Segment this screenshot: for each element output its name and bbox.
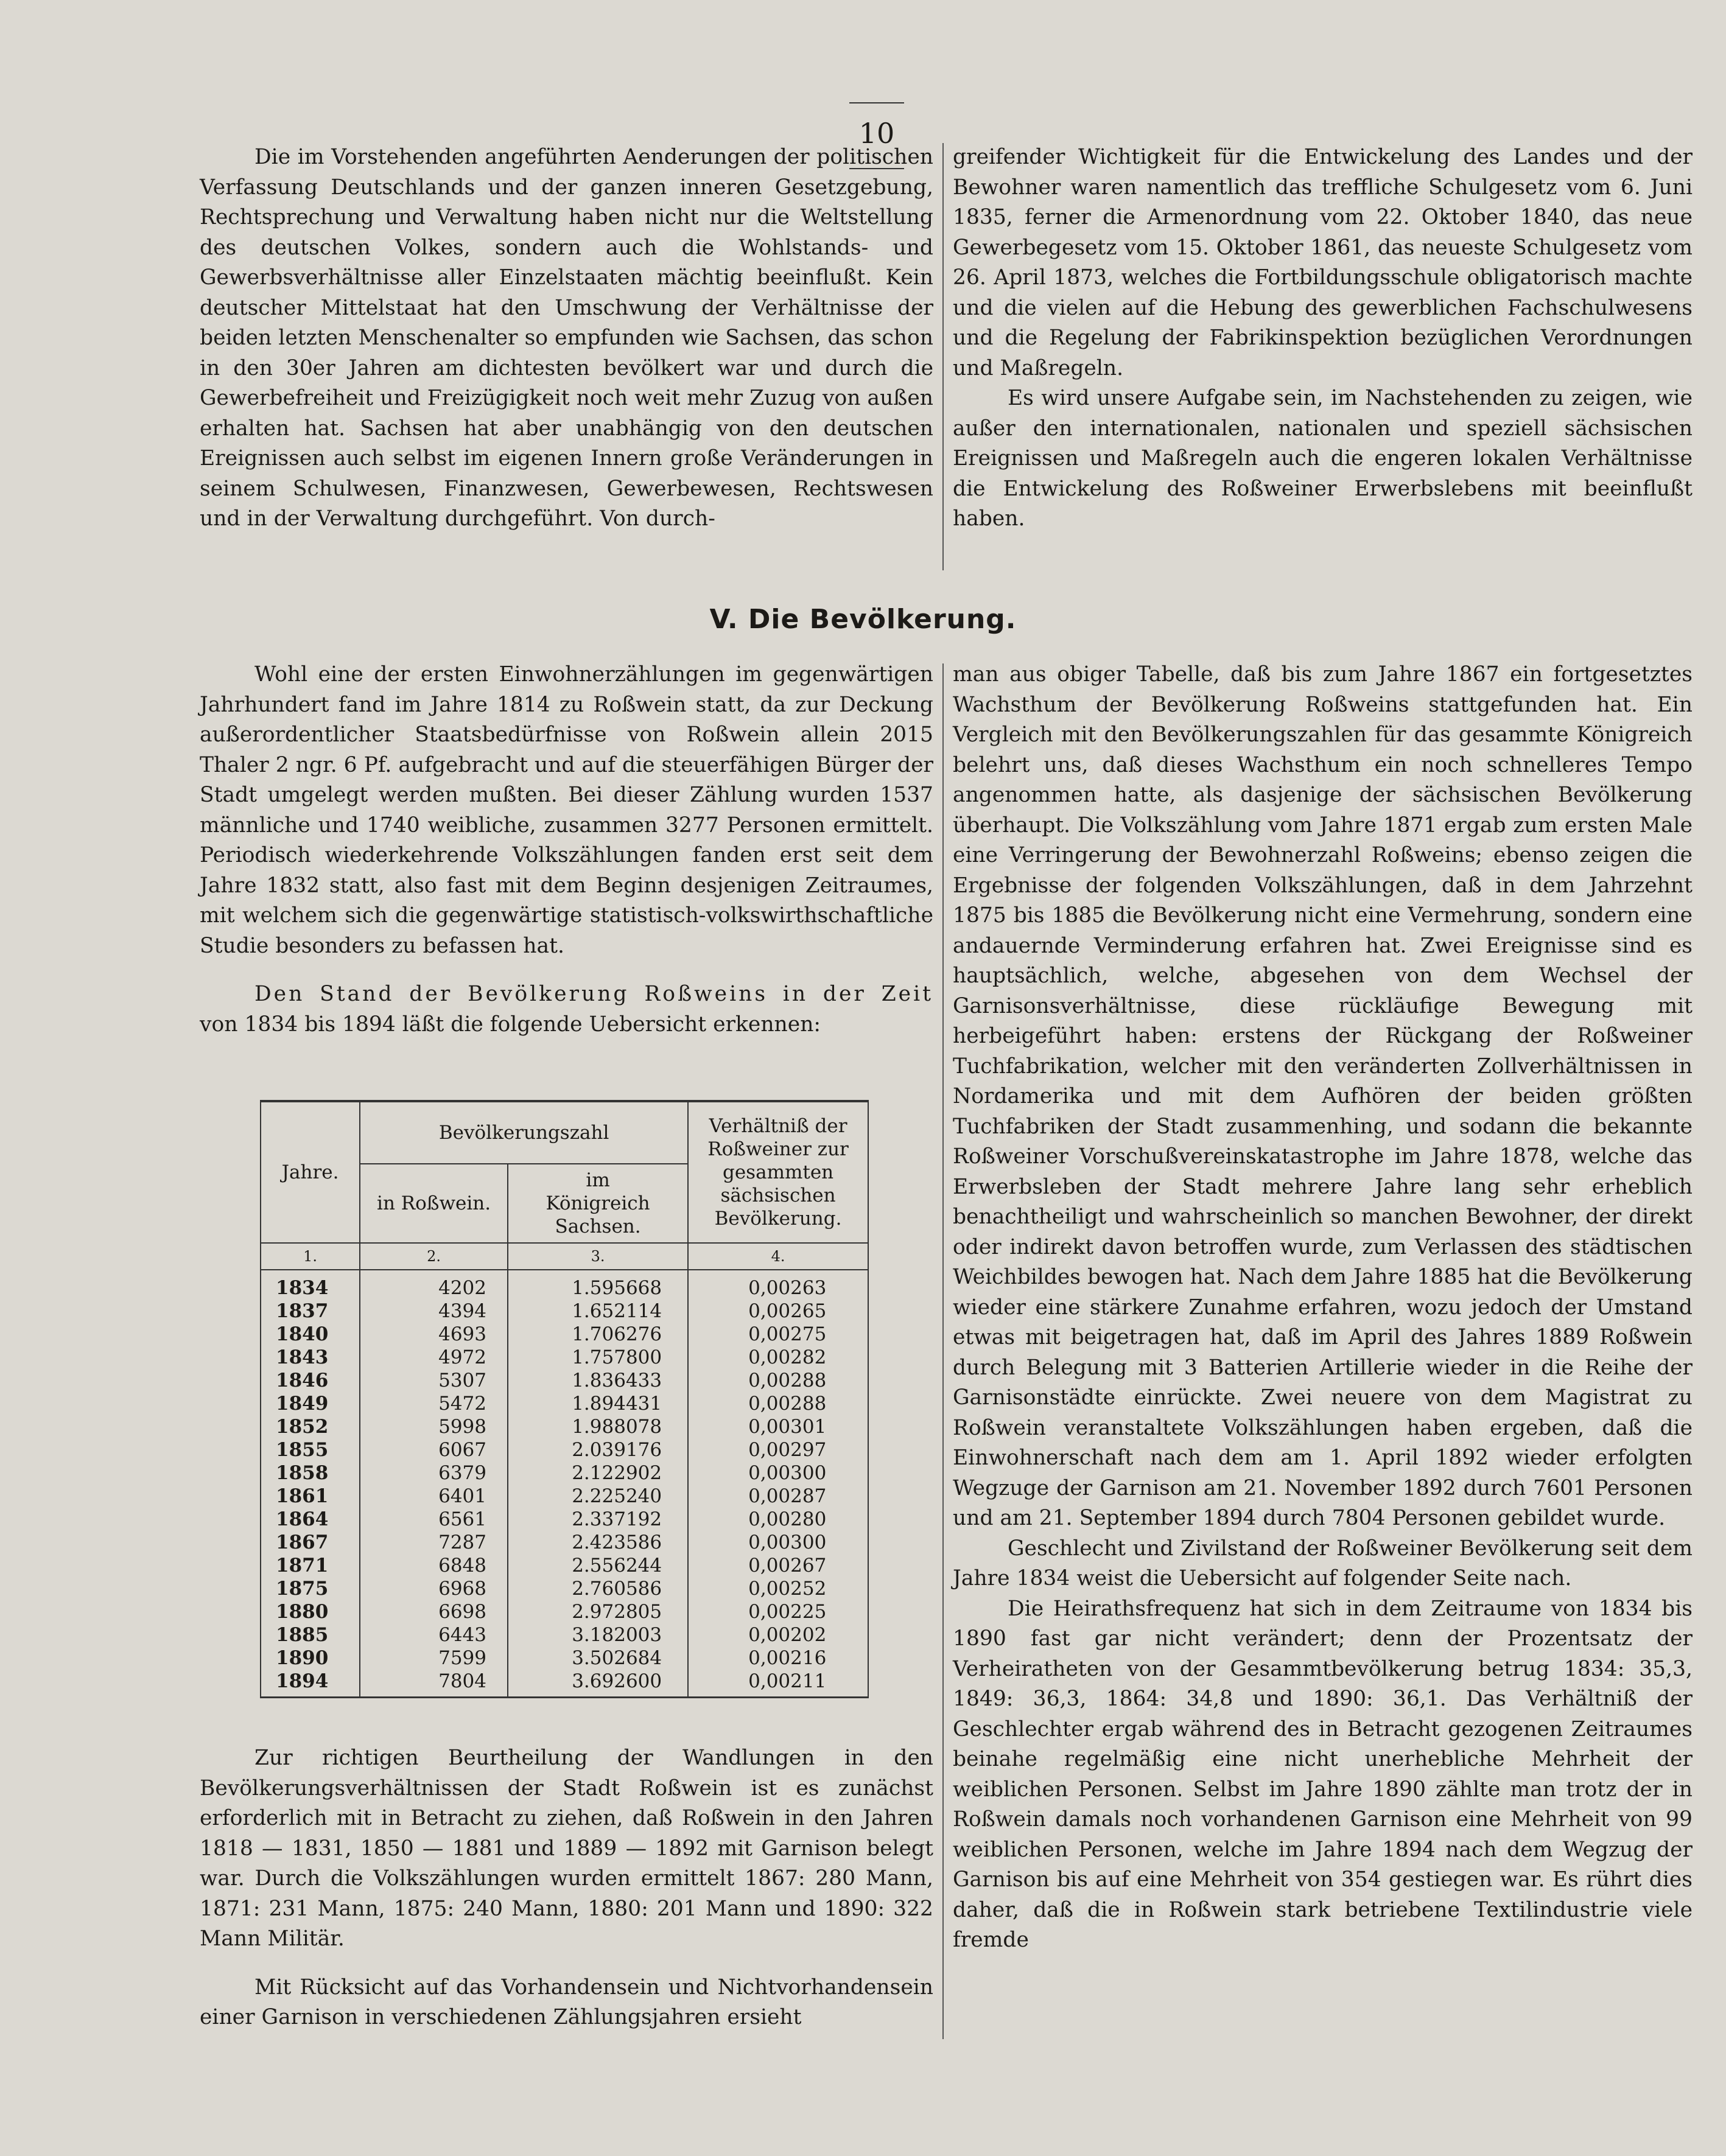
table-row [261,1323,868,1346]
table-row [261,1438,868,1461]
table-row [261,1485,868,1508]
saxony-cell: 1.595668 [508,1270,688,1300]
paragraph: Die Heirathsfrequenz hat sich in dem Zeitraume von 1834 bis 1890 fast gar nicht verändert; denn der Prozentsatz der Verheiratheten von der Gesammtbevölkerung betrug 1834: 35,3, 1849: 36,3, 1864: 34,8 und 1890: 36,1. Das Verhältniß der Geschlechter ergab während des in Betracht gezogenen Zeitraumes beinahe regelmäßig eine nicht unerhebliche Mehrheit der weiblichen Personen. Selbst im Jahre 1890 zählte man trotz der in Roßwein damals noch vorhandenen Garnison eine Mehrheit von 99 weiblichen Personen, welche im Jahre 1894 nach dem Wegzug der Garnison bis auf eine Mehrheit von 354 gestiegen war. Es rührt dies daher, daß die in Roßwein stark betriebene Textilindustrie viele fremde [953,1596,1693,1952]
saxony-cell: 1.836433 [508,1369,688,1392]
bottom-left-column-upper [200,660,933,1040]
table-row [261,1270,868,1300]
paragraph: Mit Rücksicht auf das Vorhandensein und Nichtvorhandensein einer Garnison in verschiedenen Zählungsjahren ersieht [200,1975,933,2029]
top-right-column [953,142,1693,534]
saxony-cell: 2.423586 [508,1531,688,1554]
column-number-row [261,1243,868,1270]
ratio-cell: 0,00300 [688,1461,868,1485]
year-cell: 1852 [261,1415,360,1438]
ratio-cell: 0,00287 [688,1485,868,1508]
ratio-cell: 0,00265 [688,1300,868,1323]
ratio-cell: 0,00225 [688,1600,868,1623]
table-intro-rest: von 1834 bis 1894 läßt die folgende Uebersicht erkennen: [200,1012,821,1037]
bottom-right-column [953,660,1693,1956]
ratio-cell: 0,00282 [688,1346,868,1369]
table-row [261,1600,868,1623]
year-cell: 1890 [261,1647,360,1670]
ratio-cell: 0,00275 [688,1323,868,1346]
saxony-cell: 1.757800 [508,1346,688,1369]
ratio-cell: 0,00267 [688,1554,868,1577]
ratio-cell: 0,00300 [688,1531,868,1554]
saxony-cell: 1.706276 [508,1323,688,1346]
year-cell: 1837 [261,1300,360,1323]
top-left-column [200,142,933,534]
year-cell: 1834 [261,1270,360,1300]
paragraph: Es wird unsere Aufgabe sein, im Nachstehenden zu zeigen, wie außer den internationalen, nationalen und speziell sächsischen Ereignissen und Maßregeln auch die engeren lokalen Verhältnisse die Entwickelung des Roßweiner Erwerbslebens mit beeinflußt haben. [953,386,1693,531]
year-cell: 1840 [261,1323,360,1346]
rosswein-cell: 7804 [360,1670,508,1698]
ratio-cell: 0,00297 [688,1438,868,1461]
paragraph: greifender Wichtigkeit für die Entwickelung des Landes und der Bewohner waren namentlich das treffliche Schulgesetz vom 6. Juni 1835, ferner die Armenordnung vom 22. Oktober 1840, das neue Gewerbegesetz vom 15. Oktober 1861, das neueste Schulgesetz vom 26. April 1873, welches die Fortbildungsschule obligatorisch machte und die vielen auf die Hebung des gewerblichen Fachschulwesens und die Regelung der Fabrikinspektion bezüglichen Verordnungen und Maßregeln. [953,145,1693,380]
rosswein-cell: 4202 [360,1270,508,1300]
ratio-cell: 0,00280 [688,1508,868,1531]
rosswein-cell: 6067 [360,1438,508,1461]
year-cell: 1846 [261,1369,360,1392]
table-row [261,1623,868,1647]
col-number: 1. [261,1243,360,1270]
header-jahre: Jahre. [261,1101,360,1243]
column-rule-top [942,143,944,570]
table-intro-spaced: Den Stand der Bevölkerung Roßweins in der Zeit [254,982,933,1006]
page-number: 10 [816,84,938,183]
col-number: 3. [508,1243,688,1270]
table-row [261,1647,868,1670]
table-row [261,1369,868,1392]
population-table [260,1100,869,1698]
paragraph: Die im Vorstehenden angeführten Aenderungen der politischen Verfassung Deutschlands und der ganzen inneren Gesetzgebung, Rechtsprechung und Verwaltung haben nicht nur die Weltstellung des deutschen Volkes, sondern auch die Wohlstands- und Gewerbsverhältnisse aller Einzelstaaten mächtig beeinflußt. Kein deutscher Mittelstaat hat den Umschwung der Verhältnisse der beiden letzten Menschenalter so empfunden wie Sachsen, das schon in den 30er Jahren am dichtesten bevölkert war und durch die Gewerbefreiheit und Freizügigkeit noch weit mehr Zuzug von außen erhalten hat. Sachsen hat aber unabhängig von den deutschen Ereignissen auch selbst im eigenen Innern große Veränderungen in seinem Schulwesen, Finanzwesen, Gewerbewesen, Rechtswesen und in der Verwaltung durchgeführt. Von durch- [200,145,933,531]
ratio-cell: 0,00301 [688,1415,868,1438]
saxony-cell: 2.039176 [508,1438,688,1461]
table-row [261,1531,868,1554]
year-cell: 1867 [261,1531,360,1554]
rosswein-cell: 7287 [360,1531,508,1554]
table-body [261,1243,868,1698]
saxony-cell: 3.502684 [508,1647,688,1670]
rosswein-cell: 4693 [360,1323,508,1346]
year-cell: 1864 [261,1508,360,1531]
col-number: 4. [688,1243,868,1270]
header-koenigreich: im Königreich Sachsen. [508,1164,688,1243]
table-row [261,1577,868,1600]
ratio-cell: 0,00252 [688,1577,868,1600]
bottom-left-column-lower [200,1743,933,2033]
saxony-cell: 2.972805 [508,1600,688,1623]
header-rosswein: in Roßwein. [360,1164,508,1243]
table-row [261,1508,868,1531]
table-row [261,1346,868,1369]
year-cell: 1849 [261,1392,360,1415]
year-cell: 1885 [261,1623,360,1647]
saxony-cell: 2.760586 [508,1577,688,1600]
saxony-cell: 2.122902 [508,1461,688,1485]
ratio-cell: 0,00288 [688,1369,868,1392]
paragraph: Geschlecht und Zivilstand der Roßweiner Bevölkerung seit dem Jahre 1834 weist die Uebersicht auf folgender Seite nach. [953,1536,1693,1591]
year-cell: 1871 [261,1554,360,1577]
rosswein-cell: 6561 [360,1508,508,1531]
paragraph: Wohl eine der ersten Einwohnerzählungen im gegenwärtigen Jahrhundert fand im Jahre 1814 zu Roßwein statt, da zur Deckung außerordentlicher Staatsbedürfnisse von Roßwein allein 2015 Thaler 2 ngr. 6 Pf. aufgebracht und auf die steuerfähigen Bürger der Stadt umgelegt werden mußten. Bei dieser Zählung wurden 1537 männliche und 1740 weibliche, zusammen 3277 Personen ermittelt. Periodisch wiederkehrende Volkszählungen fanden erst seit dem Jahre 1832 statt, also fast mit dem Beginn desjenigen Zeitraumes, mit welchem sich die gegenwärtige statistisch-volkswirthschaftliche Studie besonders zu befassen hat. [200,662,933,958]
table-intro [200,979,933,1040]
saxony-cell: 2.556244 [508,1554,688,1577]
table-row [261,1670,868,1698]
saxony-cell: 3.182003 [508,1623,688,1647]
table-row [261,1392,868,1415]
rosswein-cell: 6443 [360,1623,508,1647]
ratio-cell: 0,00211 [688,1670,868,1698]
saxony-cell: 2.337192 [508,1508,688,1531]
paragraph: man aus obiger Tabelle, daß bis zum Jahre 1867 ein fortgesetztes Wachsthum der Bevölkerung Roßweins stattgefunden hat. Ein Vergleich mit den Bevölkerungszahlen für das gesammte Königreich belehrt uns, daß dieses Wachsthum ein noch schnelleres Tempo angenommen hatte, als dasjenige der sächsischen Bevölkerung überhaupt. Die Volkszählung vom Jahre 1871 ergab zum ersten Male eine Verringerung der Bewohnerzahl Roßweins; ebenso zeigen die Ergebnisse der folgenden Volkszählungen, daß in dem Jahrzehnt 1875 bis 1885 die Bevölkerung nicht eine Vermehrung, sondern eine andauernde Verminderung erfahren hat. Zwei Ereignisse sind es hauptsächlich, welche, abgesehen von dem Wechsel der Garnisonsverhältnisse, diese rückläufige Bewegung mit herbeigeführt haben: erstens der Rückgang der Roßweiner Tuchfabrikation, welcher mit den veränderten Zollverhältnissen in Nordamerika und mit dem Aufhören der beiden größten Tuchfabriken der Stadt zusammenhing, und sodann die bekannte Roßweiner Vorschußvereinskatastrophe im Jahre 1878, welche das Erwerbsleben der Stadt mehrere Jahre lang sehr erheblich benachtheiligt und wahrscheinlich so manchen Bewohner, der direkt oder indirekt davon betroffen wurde, zum Verlassen des städtischen Weichbildes bewogen hat. Nach dem Jahre 1885 hat die Bevölkerung wieder eine stärkere Zunahme erfahren, wozu jedoch der Umstand etwas mit beigetragen hat, daß im April des Jahres 1889 Roßwein durch Belegung mit 3 Batterien Artillerie wieder in die Reihe der Garnisonstädte einrückte. Zwei neuere von dem Magistrat zu Roßwein veranstaltete Volkszählungen haben ergeben, daß die Einwohnerschaft nach dem am 1. April 1892 wieder erfolgten Wegzuge der Garnison am 21. November 1892 durch 7601 Personen und am 21. September 1894 durch 7804 Personen gebildet wurde. [953,662,1693,1530]
table-row [261,1554,868,1577]
table-row [261,1300,868,1323]
rosswein-cell: 4394 [360,1300,508,1323]
table-row [261,1461,868,1485]
paragraph: Zur richtigen Beurtheilung der Wandlungen in den Bevölkerungsverhältnissen der Stadt Roßwein ist es zunächst erforderlich mit in Betracht zu ziehen, daß Roßwein in den Jahren 1818 — 1831, 1850 — 1881 und 1889 — 1892 mit Garnison belegt war. Durch die Volkszählungen wurden ermittelt 1867: 280 Mann, 1871: 231 Mann, 1875: 240 Mann, 1880: 201 Mann und 1890: 322 Mann Militär. [200,1746,933,1951]
rosswein-cell: 5472 [360,1392,508,1415]
rosswein-cell: 5307 [360,1369,508,1392]
rosswein-cell: 6968 [360,1577,508,1600]
rosswein-cell: 6379 [360,1461,508,1485]
year-cell: 1875 [261,1577,360,1600]
rosswein-cell: 6848 [360,1554,508,1577]
col-number: 2. [360,1243,508,1270]
rosswein-cell: 4972 [360,1346,508,1369]
saxony-cell: 1.894431 [508,1392,688,1415]
ratio-cell: 0,00288 [688,1392,868,1415]
rosswein-cell: 7599 [360,1647,508,1670]
year-cell: 1855 [261,1438,360,1461]
header-bevoelkerungszahl: Bevölkerungszahl [360,1101,688,1164]
year-cell: 1861 [261,1485,360,1508]
saxony-cell: 3.692600 [508,1670,688,1698]
saxony-cell: 1.988078 [508,1415,688,1438]
ratio-cell: 0,00202 [688,1623,868,1647]
year-cell: 1894 [261,1670,360,1698]
header-verhaeltnis: Verhältniß der Roßweiner zur gesammten sächsischen Bevölkerung. [688,1101,868,1243]
rosswein-cell: 5998 [360,1415,508,1438]
section-heading: V. Die Bevölkerung. [709,604,1017,635]
saxony-cell: 1.652114 [508,1300,688,1323]
ratio-cell: 0,00263 [688,1270,868,1300]
ratio-cell: 0,00216 [688,1647,868,1670]
year-cell: 1880 [261,1600,360,1623]
saxony-cell: 2.225240 [508,1485,688,1508]
column-rule-bottom [942,663,944,2039]
rosswein-cell: 6698 [360,1600,508,1623]
rosswein-cell: 6401 [360,1485,508,1508]
year-cell: 1843 [261,1346,360,1369]
table-row [261,1415,868,1438]
year-cell: 1858 [261,1461,360,1485]
